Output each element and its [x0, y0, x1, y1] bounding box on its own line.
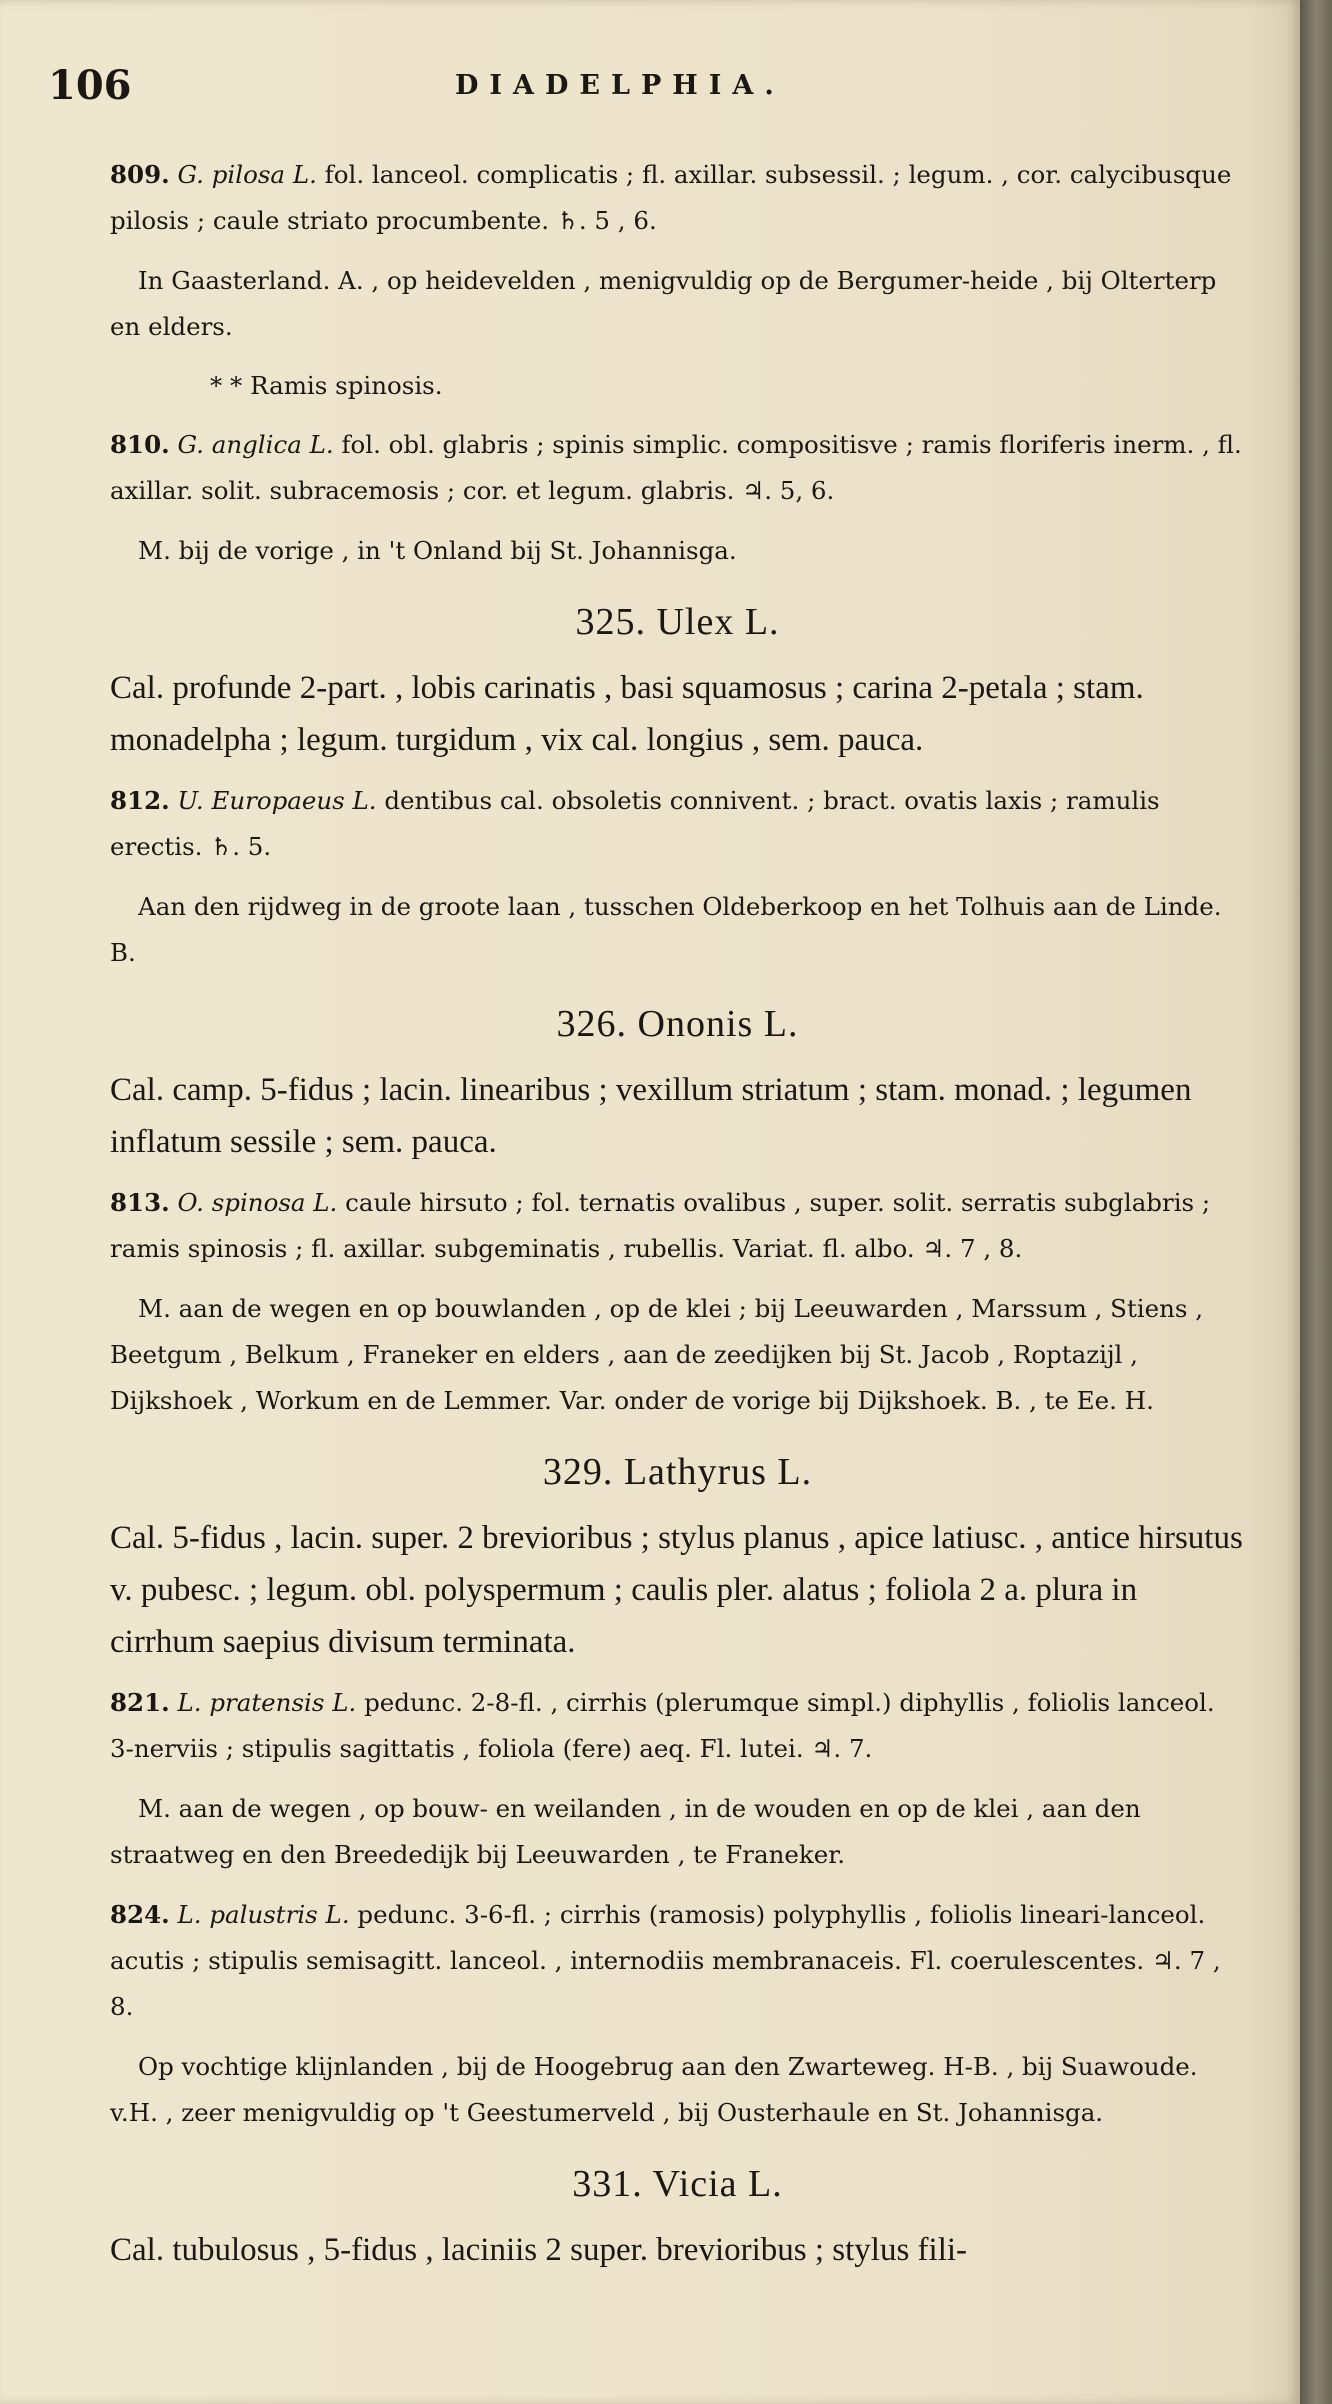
genus-character: Cal. tubulosus , 5-fidus , laciniis 2 super. brevioribus ; stylus fili-	[110, 2232, 968, 2268]
species-name: G. pilosa L.	[177, 160, 317, 189]
species-description: fol. obl. glabris ; spinis simplic. compositisve ; ramis floriferis inerm. , fl. axillar. solit. subracemosis ; cor. et legum. glabris. ♃. 5, 6.	[110, 430, 1242, 505]
locality-note: M. aan de wegen en op bouwlanden , op de klei ; bij Leeuwarden , Marssum , Stiens , Beetgum , Belkum , Franeker en elders , aan de zeedijken bij St. Jacob , Roptazijl , Dijkshoek , Workum en de Lemmer. Var. onder de vorige bij Dijkshoek. B. , te Ee. H.	[110, 1294, 1204, 1415]
locality-note: M. bij de vorige , in 't Onland bij St. Johannisga.	[138, 536, 737, 565]
species-entry	[110, 152, 1245, 244]
species-number: 812.	[110, 786, 170, 815]
page-header	[48, 62, 1238, 122]
genus-heading: 331. Vicia L.	[572, 2163, 783, 2205]
genus-heading: 325. Ulex L.	[575, 601, 780, 643]
locality-note: In Gaasterland. A. , op heidevelden , menigvuldig op de Bergumer-heide , bij Olterterp en elders.	[110, 266, 1217, 341]
locality-note: M. aan de wegen , op bouw- en weilanden , in de wouden en op de klei , aan den straatweg en den Breededijk bij Leeuwarden , te Franeker.	[110, 1794, 1141, 1869]
species-description: pedunc. 3-6-fl. ; cirrhis (ramosis) polyphyllis , foliolis lineari-lanceol. acutis ; stipulis semisagitt. lanceol. , internodiis membranaceis. Fl. coerulescentes. ♃. 7 , 8.	[110, 1900, 1221, 2021]
genus-character: Cal. 5-fidus , lacin. super. 2 brevioribus ; stylus planus , apice latiusc. , antice hirsutus v. pubesc. ; legum. obl. polyspermum ; caulis pler. alatus ; foliola 2 a. plura in cirrhum saepius divisum terminata.	[110, 1520, 1243, 1660]
species-entry	[110, 422, 1245, 514]
species-description: dentibus cal. obsoletis connivent. ; bract. ovatis laxis ; ramulis erectis. ♄. 5.	[110, 786, 1160, 861]
species-number: 824.	[110, 1900, 170, 1929]
species-name: L. pratensis L.	[177, 1688, 357, 1717]
locality-note: Aan den rijdweg in de groote laan , tusschen Oldeberkoop en het Tolhuis aan de Linde. B.	[110, 892, 1222, 967]
species-entry	[110, 1680, 1245, 1772]
locality-note: Op vochtige klijnlanden , bij de Hoogebrug aan den Zwarteweg. H-B. , bij Suawoude. v.H. , zeer menigvuldig op 't Geestumerveld , bij Ousterhaule en St. Johannisga.	[110, 2052, 1198, 2127]
running-head: DIADELPHIA.	[455, 70, 785, 101]
species-number: 821.	[110, 1688, 170, 1717]
species-entry	[110, 1180, 1245, 1272]
page-number: 106	[48, 62, 132, 109]
species-description: pedunc. 2-8-fl. , cirrhis (plerumque simpl.) diphyllis , foliolis lanceol. 3-nerviis ; stipulis sagittatis , foliola (fere) aeq. Fl. lutei. ♃. 7.	[110, 1688, 1215, 1763]
species-number: 813.	[110, 1188, 170, 1217]
genus-character: Cal. profunde 2-part. , lobis carinatis , basi squamosus ; carina 2-petala ; stam. monadelpha ; legum. turgidum , vix cal. longius , sem. pauca.	[110, 670, 1144, 758]
species-name: G. anglica L.	[177, 430, 334, 459]
species-name: L. palustris L.	[177, 1900, 350, 1929]
page-edge	[1300, 0, 1332, 2404]
group-heading: * * Ramis spinosis.	[210, 371, 443, 400]
genus-heading: 329. Lathyrus L.	[542, 1451, 813, 1493]
page-body	[110, 152, 1245, 2288]
species-description: fol. lanceol. complicatis ; fl. axillar. subsessil. ; legum. , cor. calycibusque pilosis ; caule striato procumbente. ♄. 5 , 6.	[110, 160, 1232, 235]
genus-heading: 326. Ononis L.	[556, 1003, 799, 1045]
species-number: 809.	[110, 160, 170, 189]
genus-character: Cal. camp. 5-fidus ; lacin. linearibus ; vexillum striatum ; stam. monad. ; legumen inflatum sessile ; sem. pauca.	[110, 1072, 1192, 1160]
species-description: caule hirsuto ; fol. ternatis ovalibus , super. solit. serratis subglabris ; ramis spinosis ; fl. axillar. subgeminatis , rubellis. Variat. fl. albo. ♃. 7 , 8.	[110, 1188, 1211, 1263]
species-number: 810.	[110, 430, 170, 459]
species-name: O. spinosa L.	[177, 1188, 338, 1217]
species-entry	[110, 1892, 1245, 2030]
species-entry	[110, 778, 1245, 870]
species-name: U. Europaeus L.	[177, 786, 377, 815]
